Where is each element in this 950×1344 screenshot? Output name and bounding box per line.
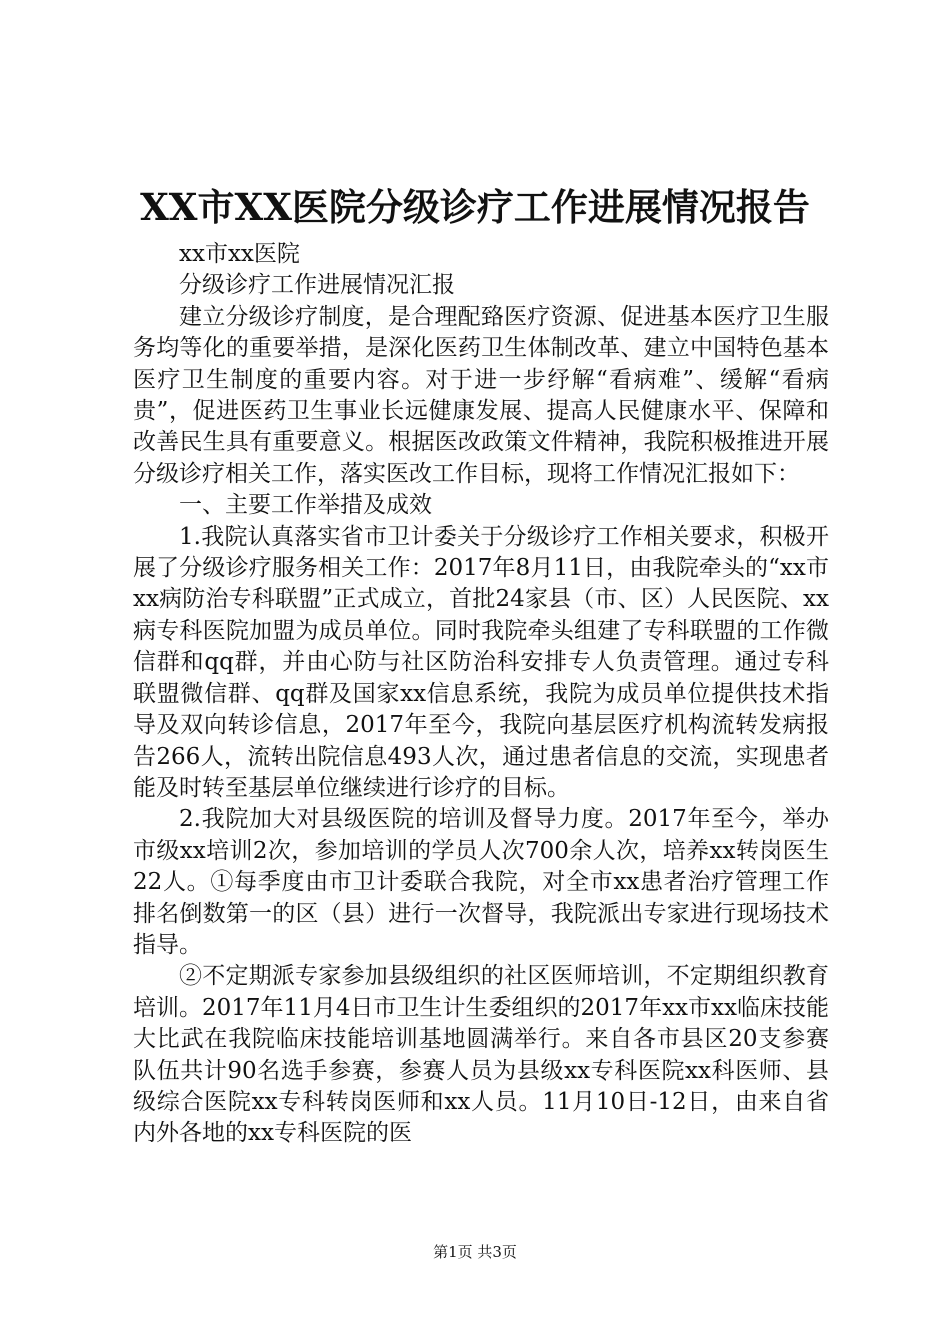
body-paragraph-1: 1.我院认真落实省市卫计委关于分级诊疗工作相关要求，积极开展了分级诊疗服务相关工作：2017年8月11日，由我院牵头的“xx市xx病防治专科联盟”正式成立，首批24家县（市、区）人民医院、xx病专科医院加盟为成员单位。同时我院牵头组建了专科联盟的工作微信群和qq群，并由心防与社区防治科安排专人负责管理。通过专科联盟微信群、qq群及国家xx信息系统，我院为成员单位提供技术指导及双向转诊信息，2017年至今，我院向基层医疗机构流转发病报告266人，流转出院信息493人次，通过患者信息的交流，实现患者能及时转至基层单位继续进行诊疗的目标。 [133, 523, 829, 801]
page-footer: 第1页 共3页 [433, 1243, 517, 1261]
intro-paragraph: 建立分级诊疗制度，是合理配臵医疗资源、促进基本医疗卫生服务均等化的重要举措，是深化医药卫生体制改革、建立中国特色基本医疗卫生制度的重要内容。对于进一步纾解“看病难”、缓解“看病贵”，促进医药卫生事业长远健康发展、提高人民健康水平、保障和改善民生具有重要意义。根据医改政策文件精神，我院积极推进开展分级诊疗相关工作，落实医改工作目标，现将工作情况汇报如下： [133, 303, 829, 487]
document-body [133, 239, 829, 1150]
section-heading: 一、主要工作举措及成效 [179, 492, 432, 519]
body-paragraph-3: ②不定期派专家参加县级组织的社区医师培训，不定期组织教育培训。2017年11月4日市卫生计生委组织的2017年xx市xx临床技能大比武在我院临床技能培训基地圆满举行。来自各市县区20支参赛队伍共计90名选手参赛，参赛人员为县级xx专科医院xx科医师、县级综合医院xx专科转岗医师和xx人员。11月10日-12日，由来自省内外各地的xx专科医院的医 [133, 963, 829, 1147]
body-paragraph-2: 2.我院加大对县级医院的培训及督导力度。2017年至今，举办市级xx培训2次，参加培训的学员人次700余人次，培养xx转岗医生22人。①每季度由市卫计委联合我院，对全市xx患者治疗管理工作排名倒数第一的区（县）进行一次督导，我院派出专家进行现场技术指导。 [133, 806, 829, 958]
report-subtitle-line: 分级诊疗工作进展情况汇报 [179, 272, 455, 299]
hospital-name-line: xx市xx医院 [179, 241, 300, 267]
document-title: XX市XX医院分级诊疗工作进展情况报告 [140, 185, 810, 229]
